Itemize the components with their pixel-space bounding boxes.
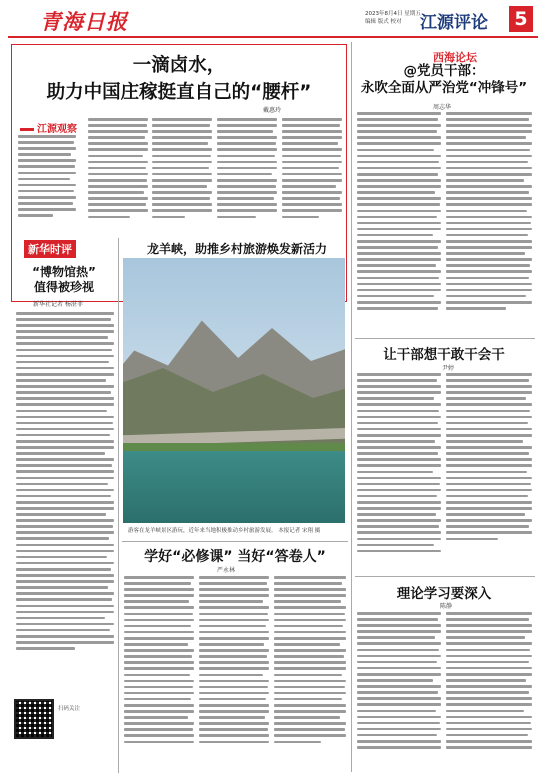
section-label-xinhua: 新华时评: [24, 240, 76, 258]
lead-body-col2: [88, 118, 148, 238]
middle-article-col2: [199, 576, 269, 771]
right-article2-author: 尹婷: [442, 365, 455, 372]
lead-body-col4: [217, 118, 277, 238]
left-headline-line1: “博物馆热”: [32, 265, 96, 279]
middle-article-col1: [124, 576, 194, 771]
right-author: 周志华: [433, 104, 452, 111]
middle-section-rule: [122, 541, 348, 542]
column-label-jiangyuan: 江源观察: [20, 120, 77, 135]
left-author: 新华社记者 杨湛菲: [33, 301, 83, 308]
lead-body-col3: [152, 118, 212, 238]
right-article3-author: 陈静: [440, 603, 453, 610]
right-section-rule-2: [355, 576, 535, 577]
right-headline: [356, 63, 532, 97]
issue-date: 2023年8月4日 星期五: [365, 11, 421, 17]
right-body-col2: [446, 112, 532, 334]
masthead: [0, 0, 548, 38]
lead-body-col5: [282, 118, 342, 238]
column-divider-left: [118, 238, 119, 773]
left-headline-line2: 值得被珍视: [33, 280, 94, 294]
photo-story-headline: 龙羊峡，助推乡村旅游焕发新活力: [128, 240, 346, 262]
qr-code[interactable]: [14, 699, 54, 739]
right-section-rule-1: [355, 338, 535, 339]
qr-caption: 扫码关注: [58, 706, 81, 712]
page-number-badge: 5: [509, 6, 533, 32]
right-body-col1: [357, 112, 441, 334]
middle-article-headline: 学好“必修课” 当好“答卷人”: [144, 549, 326, 565]
masthead-rule: [8, 36, 538, 38]
photo-credit: 本报记者 宋翔 摄: [278, 528, 321, 534]
section-title: 江源评论: [420, 13, 488, 33]
left-headline: [16, 265, 112, 295]
right-article2-col2: [446, 373, 532, 573]
longyangxia-photo: [123, 258, 345, 523]
issue-info: [365, 10, 421, 26]
right-headline-line1: @党员干部：: [403, 63, 485, 79]
right-headline-line2: 永吹全面从严治党“冲锋号”: [360, 80, 528, 96]
middle-article-author: 严永林: [217, 567, 236, 574]
lead-headline-line1: 一滴卤水，: [132, 55, 226, 76]
right-article2-col1: [357, 373, 441, 573]
issue-editors: 编辑 版式 校对: [365, 19, 402, 25]
right-article3-col2: [446, 612, 532, 770]
section-label-xihai: 西海论坛: [433, 51, 477, 64]
middle-article-col3: [274, 576, 346, 771]
photo-riverbank: [123, 443, 345, 451]
right-article3-headline: 理论学习要深入: [396, 586, 492, 602]
lead-author: 戴惠玲: [263, 107, 282, 114]
right-article2-headline: 让干部想干敢干会干: [383, 347, 505, 363]
column-divider-right: [351, 42, 352, 772]
photo-water: [123, 443, 345, 523]
lead-headline-line2: 助力中国庄稼挺直自己的“腰杆”: [46, 82, 312, 103]
left-body: [16, 312, 114, 692]
newspaper-logo: 青海日报: [40, 9, 128, 34]
photo-caption: [128, 527, 342, 535]
right-article3-col1: [357, 612, 441, 770]
photo-caption-text: 游客在龙羊峡景区游玩，近年来当地积极推动乡村旅游发展。: [128, 528, 277, 534]
lead-headline: [20, 52, 338, 106]
